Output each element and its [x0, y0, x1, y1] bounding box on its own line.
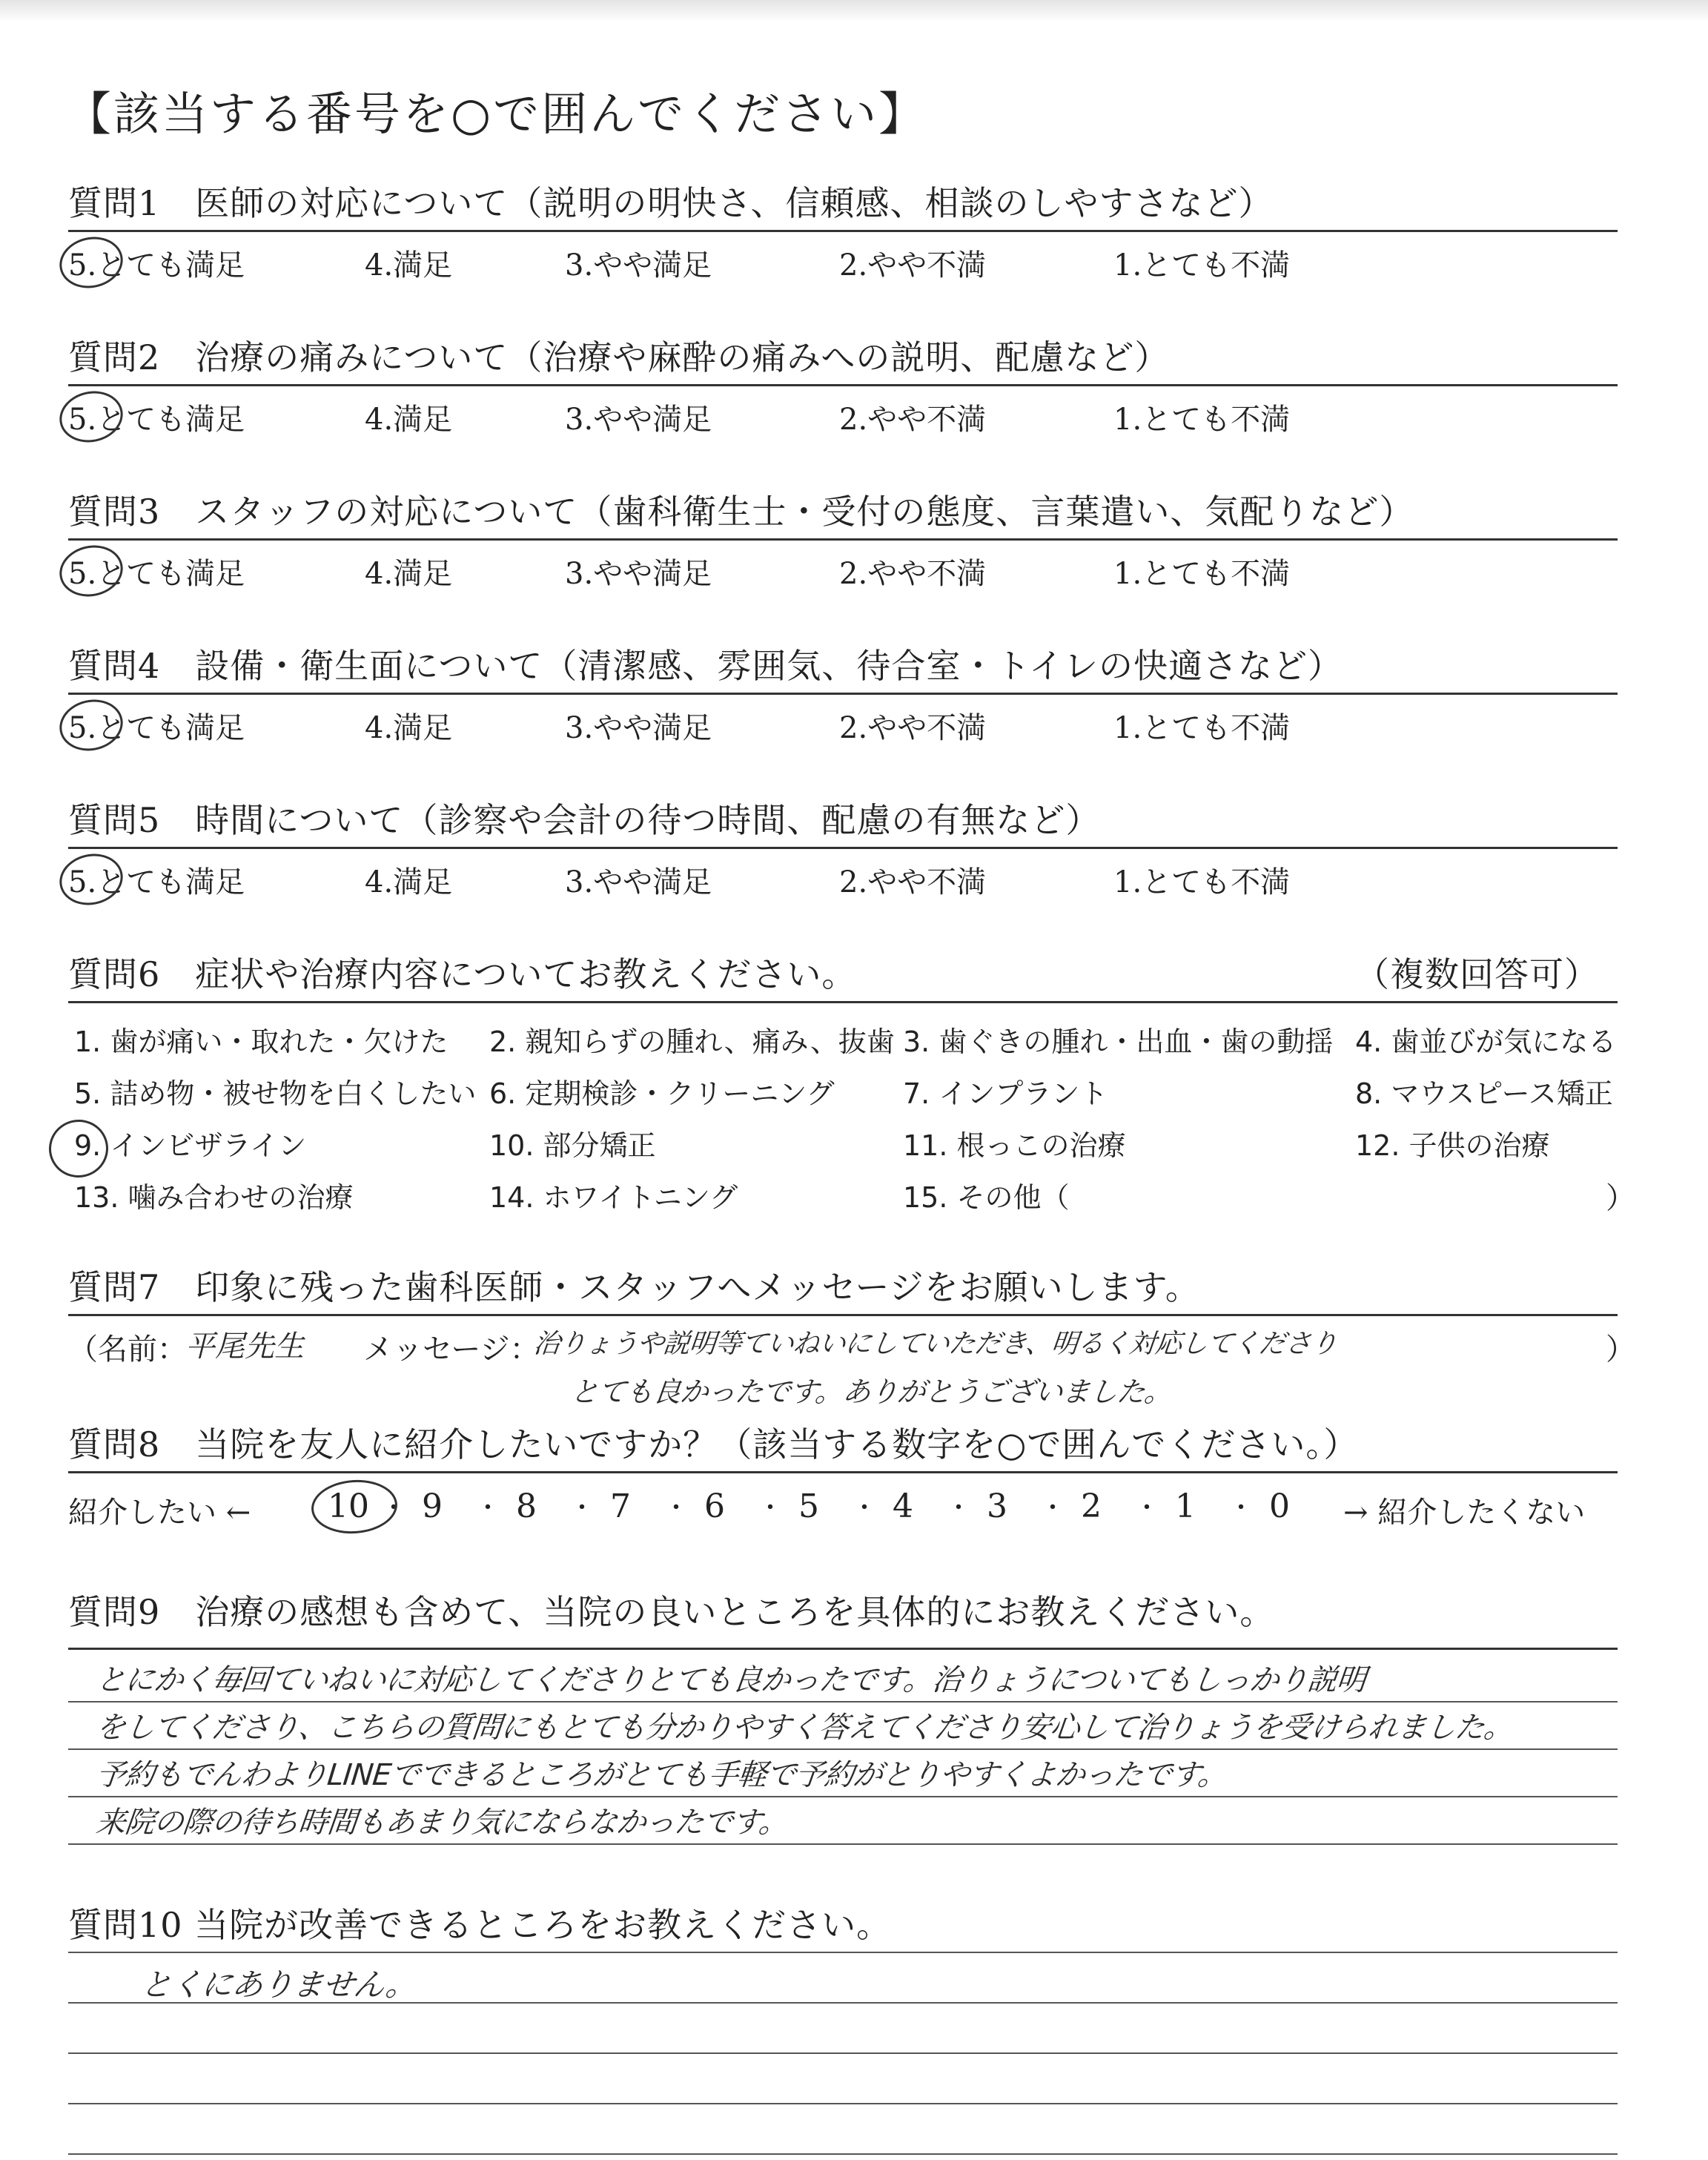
rule-line [68, 1314, 1618, 1316]
scale-number: 0 [1269, 1487, 1290, 1525]
close-paren: ） [1606, 1332, 1635, 1367]
multi-answer-note: （複数回答可） [1355, 954, 1599, 994]
question-title: 質問1 医師の対応について（説明の明快さ、信頼感、相談のしやすさなど） [68, 183, 1274, 223]
scale-separator: ・ [1228, 1493, 1254, 1523]
scale-number: 6 [704, 1487, 725, 1525]
rule-line [68, 1796, 1618, 1797]
symptom-option: 5. 詰め物・被せ物を白くしたい [74, 1077, 477, 1110]
rating-option: 1.とても不満 [1113, 711, 1291, 745]
message-handwritten-line: 治りょうや説明等ていねいにしていただき、明るく対応してくださり [532, 1329, 1339, 1359]
comment-handwritten-line: 来院の際の待ち時間もあまり気にならなかったです。 [94, 1806, 790, 1840]
message-label: メッセージ： [363, 1332, 540, 1367]
rating-option: 1.とても不満 [1113, 248, 1291, 283]
scale-separator: ・ [852, 1493, 877, 1523]
answer-circle [55, 694, 128, 756]
answer-circle [55, 231, 128, 294]
rule-line [68, 1701, 1618, 1702]
question-title: 質問9 治療の感想も含めて、当院の良いところを具体的にお教えください。 [68, 1592, 1275, 1632]
name-label: （名前： [68, 1332, 187, 1367]
rule-line [68, 1471, 1618, 1473]
rating-option: 4.満足 [365, 248, 453, 283]
symptom-option: 13. 噛み合わせの治療 [74, 1181, 354, 1214]
answer-circle [55, 386, 128, 448]
comment-handwritten-line: 予約もでんわよりLINEでできるところがとても手軽で予約がとりやすくよかったです。 [94, 1758, 1229, 1792]
rule-line [68, 2103, 1618, 2104]
name-handwritten: 平尾先生 [185, 1330, 304, 1364]
rating-option: 3.やや満足 [565, 403, 712, 437]
scale-separator: ・ [381, 1493, 406, 1523]
symptom-option: 7. インプラント [903, 1077, 1108, 1110]
scale-separator: ・ [758, 1493, 783, 1523]
scale-separator: ・ [663, 1493, 689, 1523]
rating-option: 4.満足 [365, 557, 453, 591]
rating-option: 2.やや不満 [839, 557, 987, 591]
scale-separator: ・ [475, 1493, 500, 1523]
question-title: 質問2 治療の痛みについて（治療や麻酔の痛みへの説明、配慮など） [68, 337, 1170, 377]
rating-option: 4.満足 [365, 403, 453, 437]
rating-option: 5.とても満足 [68, 711, 245, 745]
symptom-option: 14. ホワイトニング [489, 1181, 738, 1214]
rule-line [68, 1748, 1618, 1750]
rule-line [68, 230, 1618, 232]
rating-option: 2.やや不満 [839, 711, 987, 745]
rating-option: 3.やや満足 [565, 248, 712, 283]
scale-left-label: 紹介したい ← [68, 1496, 251, 1530]
rating-option: 5.とても満足 [68, 865, 245, 899]
scale-separator: ・ [569, 1493, 595, 1523]
answer-circle [55, 848, 128, 911]
rating-option: 5.とても満足 [68, 403, 245, 437]
comment-handwritten-line: とにかく毎回ていねいに対応してくださりとても良かったです。治りょうについてもしっかり説明 [94, 1663, 1368, 1697]
question-title: 質問10 当院が改善できるところをお教えください。 [68, 1905, 892, 1945]
scale-number: 4 [893, 1487, 913, 1525]
rating-option: 3.やや満足 [565, 557, 712, 591]
comment-handwritten-line: をしてくださり、こちらの質問にもとても分かりやすく答えてくださり安心して治りょうを受けられました。 [94, 1711, 1515, 1745]
answer-circle [55, 540, 128, 602]
rule-line [68, 384, 1618, 386]
scale-number: 9 [422, 1487, 443, 1525]
question-title: 質問7 印象に残った歯科医師・スタッフへメッセージをお願いします。 [68, 1267, 1200, 1307]
improvement-handwritten-line: とくにありません。 [139, 1966, 418, 2003]
page-header: 【該当する番号を○で囲んでください】 [65, 87, 927, 141]
rule-line [68, 538, 1618, 541]
scale-right-label: → 紹介したくない [1343, 1496, 1586, 1530]
rating-option: 5.とても満足 [68, 248, 245, 283]
rule-line [68, 2052, 1618, 2054]
symptom-option: 8. マウスピース矯正 [1355, 1077, 1613, 1110]
scale-number: 8 [516, 1487, 537, 1525]
scale-separator: ・ [1040, 1493, 1065, 1523]
rating-option: 2.やや不満 [839, 248, 987, 283]
symptom-option: 2. 親知らずの腫れ、痛み、抜歯 [489, 1025, 895, 1058]
symptom-option: 3. 歯ぐきの腫れ・出血・歯の動揺 [903, 1025, 1334, 1058]
symptom-option: 9. インビザライン [74, 1129, 307, 1162]
rating-option: 3.やや満足 [565, 711, 712, 745]
symptom-option: 11. 根っこの治療 [903, 1129, 1126, 1162]
rating-option: 5.とても満足 [68, 557, 245, 591]
scale-number: 10 [328, 1487, 369, 1525]
answer-circle [310, 1477, 400, 1536]
scale-number: 7 [610, 1487, 631, 1525]
rating-option: 4.満足 [365, 865, 453, 899]
other-close-paren: ） [1606, 1181, 1635, 1215]
rating-option: 2.やや不満 [839, 865, 987, 899]
rating-option: 1.とても不満 [1113, 403, 1291, 437]
scan-edge [0, 0, 1708, 22]
question-title: 質問6 症状や治療内容についてお教えください。 [68, 954, 857, 994]
scale-separator: ・ [1134, 1493, 1159, 1523]
symptom-option: 10. 部分矯正 [489, 1129, 656, 1162]
rule-line [68, 1843, 1618, 1845]
rating-option: 1.とても不満 [1113, 557, 1291, 591]
scale-number: 5 [798, 1487, 819, 1525]
scale-number: 2 [1081, 1487, 1102, 1525]
symptom-option: 12. 子供の治療 [1355, 1129, 1550, 1162]
question-title: 質問3 スタッフの対応について（歯科衛生士・受付の態度、言葉遣い、気配りなど） [68, 492, 1414, 532]
symptom-option: 1. 歯が痛い・取れた・欠けた [74, 1025, 448, 1058]
question-title: 質問5 時間について（診察や会計の待つ時間、配慮の有無など） [68, 800, 1101, 840]
rating-option: 2.やや不満 [839, 403, 987, 437]
rating-option: 3.やや満足 [565, 865, 712, 899]
message-handwritten-line: とても良かったです。ありがとうございました。 [569, 1375, 1174, 1408]
symptom-option: 6. 定期検診・クリーニング [489, 1077, 835, 1110]
rule-line [68, 2153, 1618, 2155]
symptom-option: 4. 歯並びが気になる [1355, 1025, 1617, 1058]
rule-line [68, 847, 1618, 849]
rule-line [68, 693, 1618, 695]
scale-number: 1 [1175, 1487, 1196, 1525]
question-title: 質問4 設備・衛生面について（清潔感、雰囲気、待合室・トイレの快適さなど） [68, 646, 1343, 686]
symptom-option: 15. その他（ [903, 1181, 1070, 1214]
rule-line [68, 1952, 1618, 1953]
rating-option: 1.とても不満 [1113, 865, 1291, 899]
scale-separator: ・ [946, 1493, 971, 1523]
rating-option: 4.満足 [365, 711, 453, 745]
scale-number: 3 [987, 1487, 1007, 1525]
rule-line [68, 1648, 1618, 1650]
question-title: 質問8 当院を友人に紹介したいですか？（該当する数字を○で囲んでください。） [68, 1424, 1359, 1464]
rule-line [68, 1001, 1618, 1003]
